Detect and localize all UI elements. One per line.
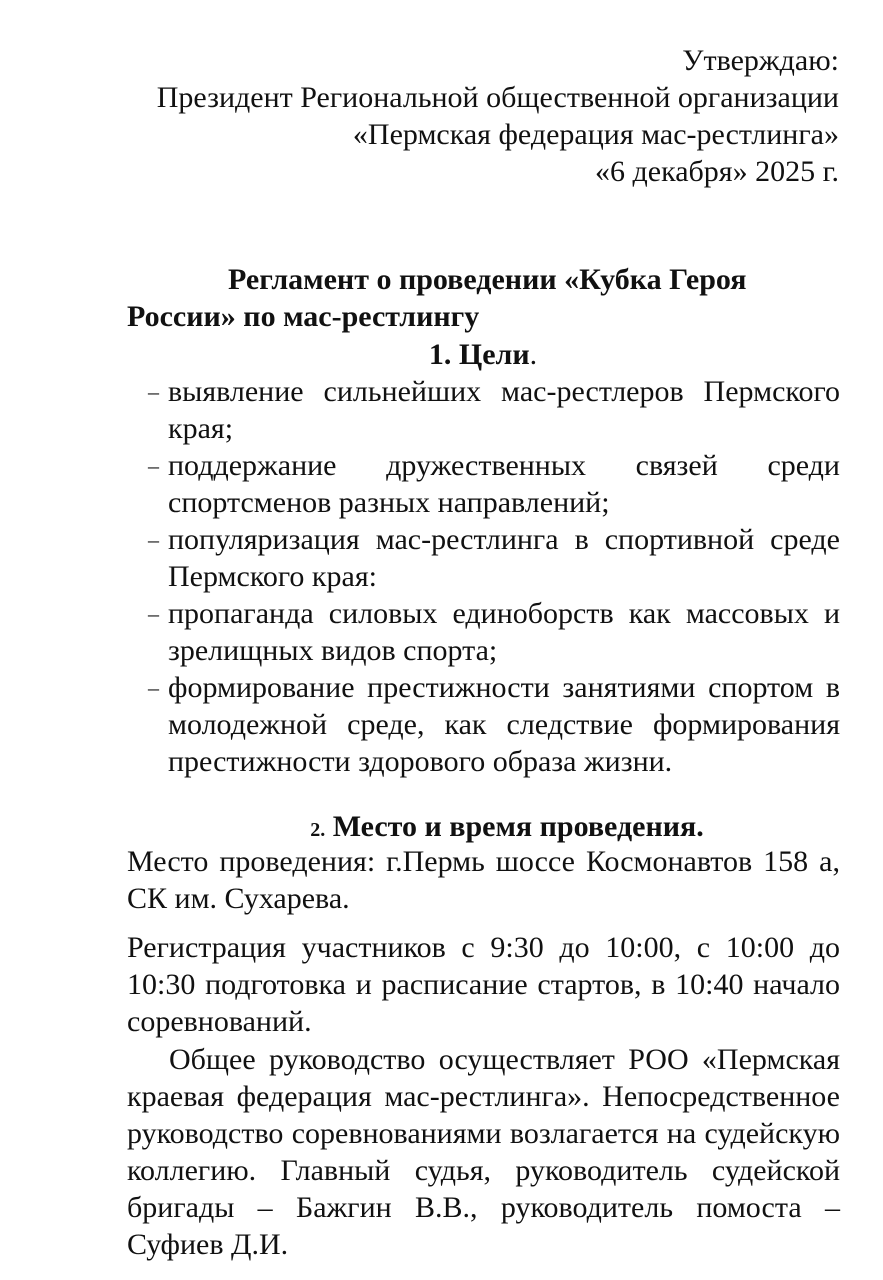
bullet-dash: – xyxy=(148,379,159,404)
leadership-paragraph: Общее руководство осуществляет РОО «Пермская краевая федерация мас-рестлинга». Непосредственное руководство соревнованиями возлагается на судейскую коллегию. Главный судья, руководитель судейской бригады – Бажгин В.В., руководитель помоста – Суфиев Д.И. xyxy=(127,1043,840,1261)
section-1-heading-text: 1. Цели xyxy=(428,338,530,371)
title-line-2: России» по мас-рестлингу xyxy=(127,300,480,333)
list-item xyxy=(148,373,840,447)
goal-text: формирование престижности занятиями спортом в молодежной среде, как следствие формирования престижности здорового образа жизни. xyxy=(168,671,840,778)
goals-list xyxy=(148,373,840,780)
approval-organization: «Пермская федерация мас-рестлинга» xyxy=(352,118,839,151)
list-item xyxy=(148,521,840,595)
schedule-paragraph: Регистрация участников с 9:30 до 10:00, с 10:00 до 10:30 подготовка и расписание стартов, в 10:40 начало соревнований. xyxy=(127,931,840,1038)
bullet-dash: – xyxy=(148,527,159,552)
goal-text: популяризация мас-рестлинга в спортивной среде Пермского края: xyxy=(168,523,840,593)
approval-block xyxy=(79,42,839,190)
section-2-number: 2. xyxy=(310,819,326,841)
approval-date: «6 декабря» 2025 г. xyxy=(595,155,839,188)
goal-text: поддержание дружественных связей среди спортсменов разных направлений; xyxy=(168,449,840,519)
goal-text: выявление сильнейших мас-рестлеров Пермского края; xyxy=(168,375,840,445)
list-item xyxy=(148,669,840,780)
list-item xyxy=(148,447,840,521)
venue-paragraph: Место проведения: г.Пермь шоссе Космонавтов 158 а, СК им. Сухарева. xyxy=(127,845,840,915)
section-1-heading-dot: . xyxy=(529,338,538,371)
section-1-heading xyxy=(127,336,839,373)
document-title xyxy=(127,261,839,335)
section-2-heading-text: Место и время проведения. xyxy=(332,810,704,843)
title-line-1: Регламент о проведении «Кубка Героя xyxy=(228,263,747,296)
list-item xyxy=(148,595,840,669)
goal-text: пропаганда силовых единоборств как массовых и зрелищных видов спорта; xyxy=(168,597,840,667)
bullet-dash: – xyxy=(148,453,159,478)
approval-position: Президент Региональной общественной организации xyxy=(156,81,839,114)
bullet-dash: – xyxy=(148,601,159,626)
bullet-dash: – xyxy=(148,675,159,700)
approval-label: Утверждаю: xyxy=(682,44,839,77)
